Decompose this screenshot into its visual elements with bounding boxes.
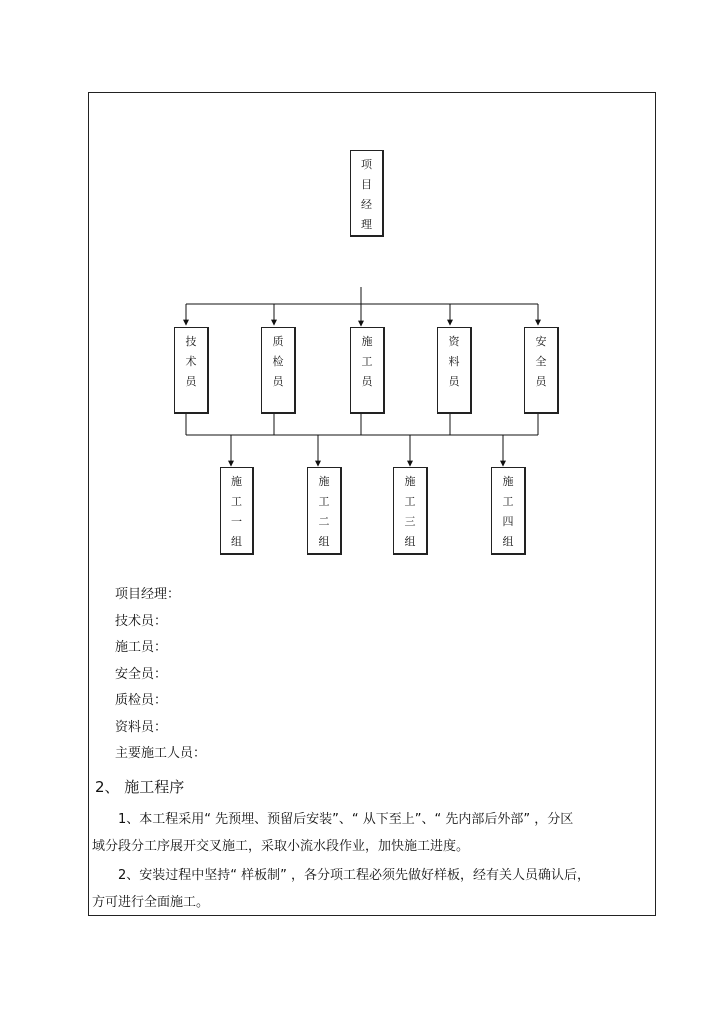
personnel-quality: 质检员： <box>115 693 168 708</box>
paragraph-1 <box>92 806 640 860</box>
org-box-group-4-label: 施工四组 <box>502 475 514 548</box>
personnel-list <box>115 582 206 768</box>
paragraph-2-line-2: 方可进行全面施工。 <box>92 895 210 910</box>
org-box-manager-label: 项目经理 <box>361 158 372 231</box>
org-box-group-3 <box>393 467 428 555</box>
personnel-constructor: 施工员： <box>115 640 168 655</box>
org-box-quality-inspector-label: 质检员 <box>272 335 284 388</box>
paragraph-2-line-1: 2、安装过程中坚持“ 样板制” ，各分项工程必须先做好样板，经有关人员确认后， <box>92 868 591 883</box>
org-box-documentation-label: 资料员 <box>448 335 460 388</box>
org-box-group-2 <box>307 467 342 555</box>
personnel-technician: 技术员： <box>115 613 168 629</box>
org-box-safety-label: 安全员 <box>535 335 547 388</box>
org-box-technician <box>174 327 209 414</box>
personnel-documentation: 资料员： <box>115 719 168 735</box>
org-box-constructor-label: 施工员 <box>361 335 373 388</box>
org-box-quality-inspector <box>261 327 296 414</box>
paragraph-2 <box>92 862 640 916</box>
org-box-group-1-label: 施工一组 <box>231 475 242 548</box>
org-box-documentation <box>437 327 472 414</box>
org-box-manager <box>350 150 384 237</box>
org-box-constructor <box>350 327 385 414</box>
org-box-group-4 <box>491 467 526 555</box>
paragraph-1-line-2: 域分段分工序展开交叉施工，采取小流水段作业，加快施工进度。 <box>92 839 470 854</box>
section-heading: 2、 施工程序 <box>95 778 185 796</box>
org-box-safety <box>524 327 559 414</box>
personnel-manager: 项目经理： <box>115 587 181 602</box>
personnel-main-workers: 主要施工人员： <box>115 746 207 761</box>
personnel-safety: 安全员： <box>115 666 168 682</box>
org-box-technician-label: 技术员 <box>185 335 197 388</box>
org-box-group-3-label: 施工三组 <box>404 475 416 548</box>
org-box-group-2-label: 施工二组 <box>318 475 330 548</box>
org-box-group-1 <box>220 467 254 555</box>
paragraph-1-line-1: 1、本工程采用“ 先预埋、预留后安装”、“ 从下至上”、“ 先内部后外部” ，分区 <box>92 812 574 827</box>
